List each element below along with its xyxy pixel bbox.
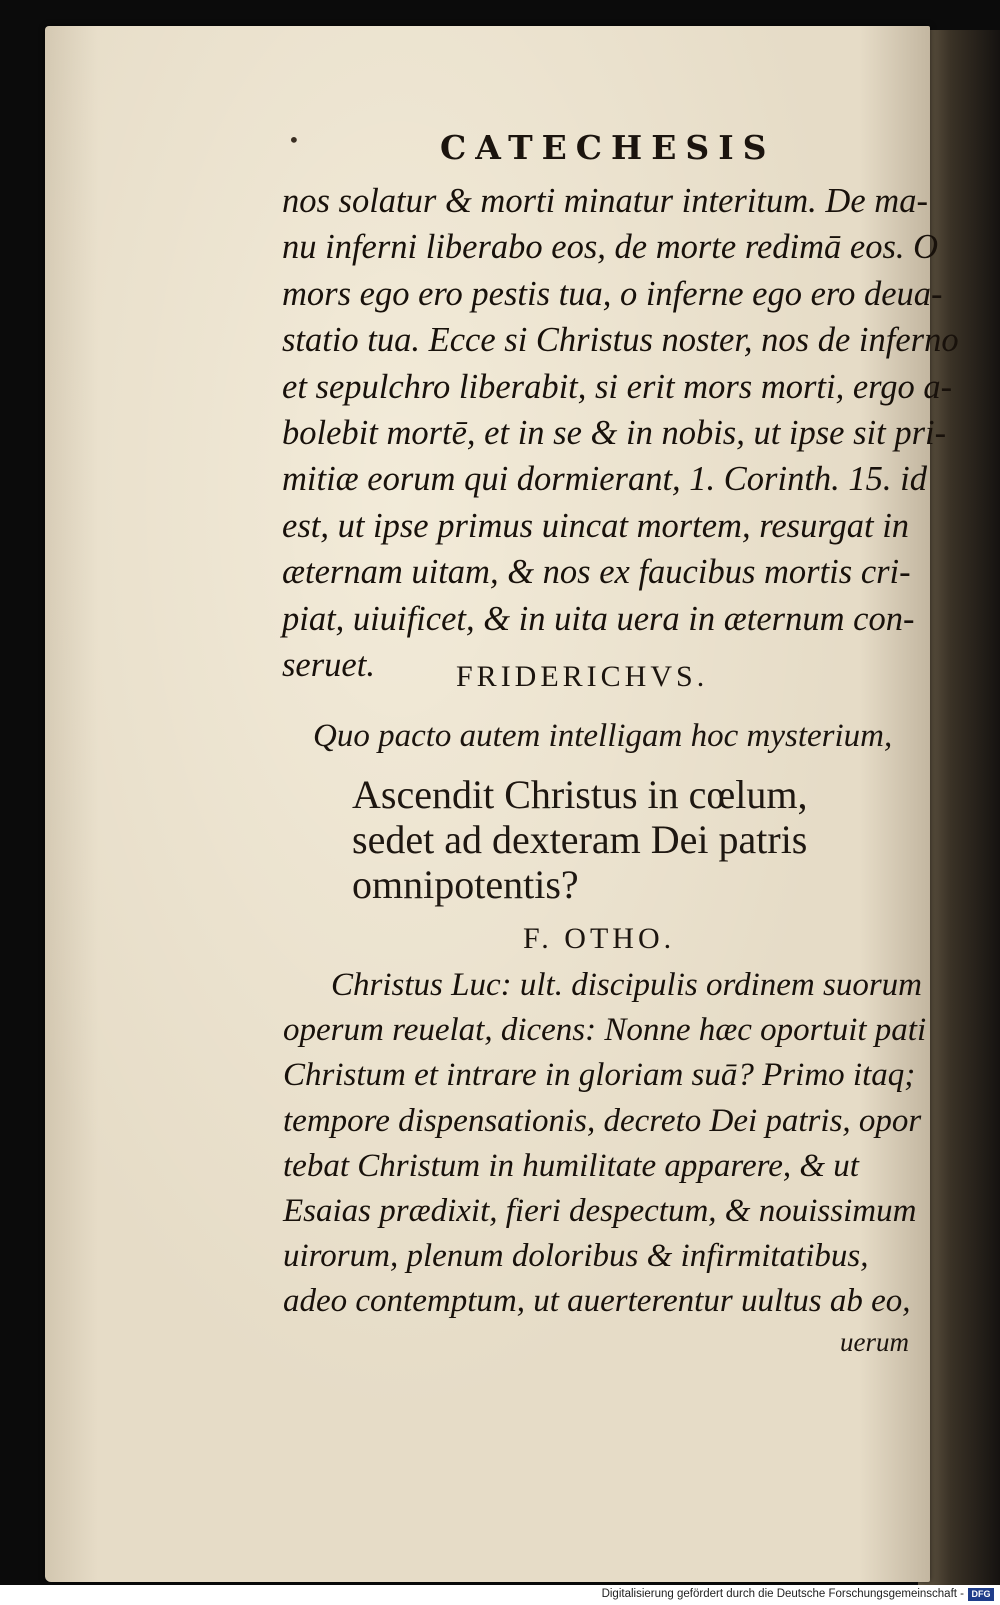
text-line: piat, uiuificet, & in uita uera in æternum con-: [282, 599, 915, 638]
passage-2: [283, 963, 973, 1325]
text-line: æternam uitam, & nos ex faucibus mortis cri-: [282, 553, 911, 592]
text-line: uirorum, plenum doloribus & infirmitatibus,: [283, 1238, 869, 1275]
text-line: tempore dispensationis, decreto Dei patris, opor: [283, 1102, 922, 1139]
text-line: et sepulchro liberabit, si erit mors morti, ergo a-: [282, 367, 953, 406]
text-line: sedet ad dexteram Dei patris: [352, 817, 808, 862]
page-mark: •: [288, 128, 300, 152]
text-line: mors ego ero pestis tua, o inferne ego ero deua-: [282, 274, 943, 313]
text-line: nu inferni liberabo eos, de morte redimā eos. O: [282, 228, 939, 267]
dfg-logo-icon: DFG: [968, 1588, 994, 1601]
text-line: operum reuelat, dicens: Nonne hæc oportuit pati: [283, 1012, 927, 1049]
footer-credit: Digitalisierung gefördert durch die Deutsche Forschungsgemeinschaft -: [601, 1588, 964, 1600]
text-line: adeo contemptum, ut auerterentur uultus ab eo,: [283, 1283, 911, 1320]
passage-1: [282, 178, 972, 688]
text-line: mitiæ eorum qui dormierant, 1. Corinth. 15. id: [282, 460, 927, 499]
digitization-footer: [0, 1585, 1000, 1605]
speaker-heading-friderichus: FRIDERICHVS.: [456, 660, 709, 693]
running-head: CATECHESIS: [440, 128, 776, 167]
speaker-heading-otho: F. OTHO.: [523, 922, 676, 955]
text-line: Christus Luc: ult. discipulis ordinem suorum: [331, 967, 922, 1003]
question-intro: Quo pacto autem intelligam hoc mysterium,: [313, 718, 893, 754]
question-quote: [352, 772, 808, 907]
text-line: tebat Christum in humilitate apparere, & ut: [283, 1147, 859, 1184]
text-line: Christum et intrare in gloriam suā? Primo itaq;: [283, 1057, 916, 1094]
text-line: seruet.: [282, 646, 375, 685]
text-line: omnipotentis?: [352, 862, 579, 907]
text-line: statio tua. Ecce si Christus noster, nos de inferno: [282, 321, 959, 360]
catchword: uerum: [840, 1327, 909, 1357]
text-line: nos solatur & morti minatur interitum. De ma-: [282, 182, 928, 220]
text-line: Ascendit Christus in cœlum,: [352, 772, 808, 817]
text-line: bolebit mortē, et in se & in nobis, ut ipse sit pri-: [282, 414, 947, 453]
text-line: est, ut ipse primus uincat mortem, resurgat in: [282, 506, 910, 545]
text-line: Esaias prædixit, fieri despectum, & nouissimum: [283, 1193, 917, 1230]
